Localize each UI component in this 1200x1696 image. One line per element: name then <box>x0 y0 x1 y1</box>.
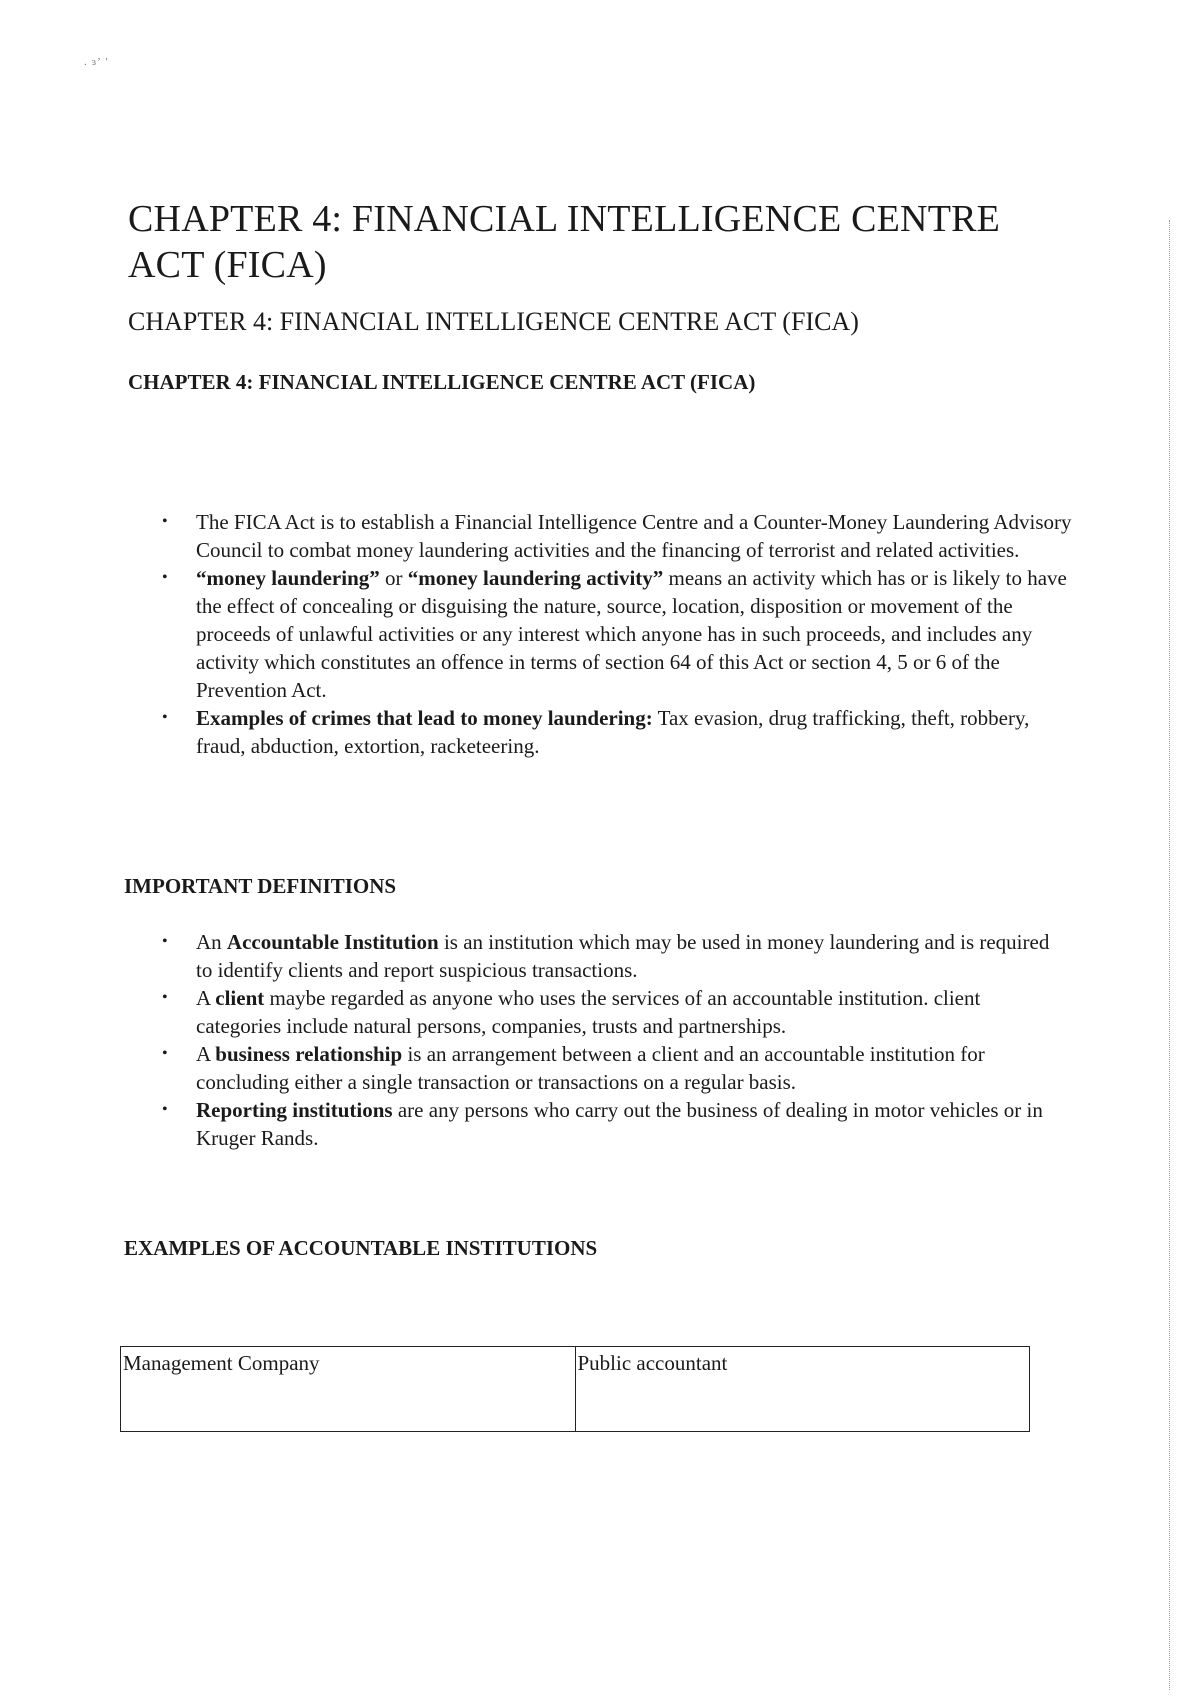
page-title-medium: CHAPTER 4: FINANCIAL INTELLIGENCE CENTRE ACT (FICA) <box>128 307 859 336</box>
institutions-heading: EXAMPLES OF ACCOUNTABLE INSTITUTIONS <box>124 1236 598 1260</box>
examples-of-crimes-text: Tax evasion, drug trafficking, theft, robbery, fraud, abduction, extortion, racketeering. <box>196 706 1030 758</box>
term-examples-of-crimes: Examples of crimes that lead to money laundering: <box>196 706 653 730</box>
list-item <box>162 1040 1056 1096</box>
bullet-icon: • <box>162 1101 168 1118</box>
bullet-icon: • <box>162 933 168 950</box>
definition-term: client <box>215 986 265 1010</box>
table-cell-management-company: Management Company <box>121 1347 576 1432</box>
definition-term: business relationship <box>215 1042 403 1066</box>
fica-purpose-text: The FICA Act is to establish a Financial Intelligence Centre and a Counter-Money Laundering Advisory Council to combat money laundering activities and the financing of terrorist and related activities. <box>196 510 1072 562</box>
definitions-heading: IMPORTANT DEFINITIONS <box>124 874 397 898</box>
list-item <box>162 928 1056 984</box>
definition-text: are any persons who carry out the business of dealing in motor vehicles or in Kruger Rands. <box>196 1098 1043 1150</box>
page-title-large: CHAPTER 4: FINANCIAL INTELLIGENCE CENTRE ACT (FICA) <box>128 198 1001 286</box>
definition-prefix: A <box>196 986 216 1010</box>
bullet-icon: • <box>162 1045 168 1062</box>
definition-term: Reporting institutions <box>196 1098 393 1122</box>
table-cell-public-accountant: Public accountant <box>575 1347 1030 1432</box>
list-item <box>162 704 1076 760</box>
or-text: or <box>379 566 408 590</box>
list-item <box>162 508 1076 564</box>
scan-edge-artifact <box>1169 220 1194 1690</box>
list-item <box>162 1096 1056 1152</box>
bullet-icon: • <box>162 989 168 1006</box>
scan-corner-mark: . ɜʼ ' <box>84 56 109 68</box>
definition-prefix: A <box>196 1042 216 1066</box>
term-money-laundering: “money laundering” <box>196 566 380 590</box>
definition-text: is an institution which may be used in money laundering and is required to identify clients and report suspicious transactions. <box>196 930 1050 982</box>
institutions-table <box>120 1346 1030 1432</box>
intro-bullet-list <box>162 508 1076 760</box>
page-title-bold: CHAPTER 4: FINANCIAL INTELLIGENCE CENTRE ACT (FICA) <box>128 370 756 394</box>
table-row <box>121 1347 1030 1432</box>
list-item <box>162 984 1056 1040</box>
bullet-icon: • <box>162 709 168 726</box>
definitions-list <box>162 928 1056 1152</box>
definition-prefix: An <box>196 930 227 954</box>
list-item <box>162 564 1076 704</box>
definition-term: Accountable Institution <box>226 930 439 954</box>
money-laundering-definition: means an activity which has or is likely to have the effect of concealing or disguising the nature, source, location, disposition or movement of the proceeds of unlawful activities or any interest which anyone has in such proceeds, and includes any activity which constitutes an offence in terms of section 64 of this Act or section 4, 5 or 6 of the Prevention Act. <box>196 566 1067 702</box>
definition-text: maybe regarded as anyone who uses the services of an accountable institution. client categories include natural persons, companies, trusts and partnerships. <box>196 986 981 1038</box>
bullet-icon: • <box>162 569 168 586</box>
term-money-laundering-activity: “money laundering activity” <box>407 566 664 590</box>
definition-text: is an arrangement between a client and an accountable institution for concluding either a single transaction or transactions on a regular basis. <box>196 1042 985 1094</box>
bullet-icon: • <box>162 513 168 530</box>
